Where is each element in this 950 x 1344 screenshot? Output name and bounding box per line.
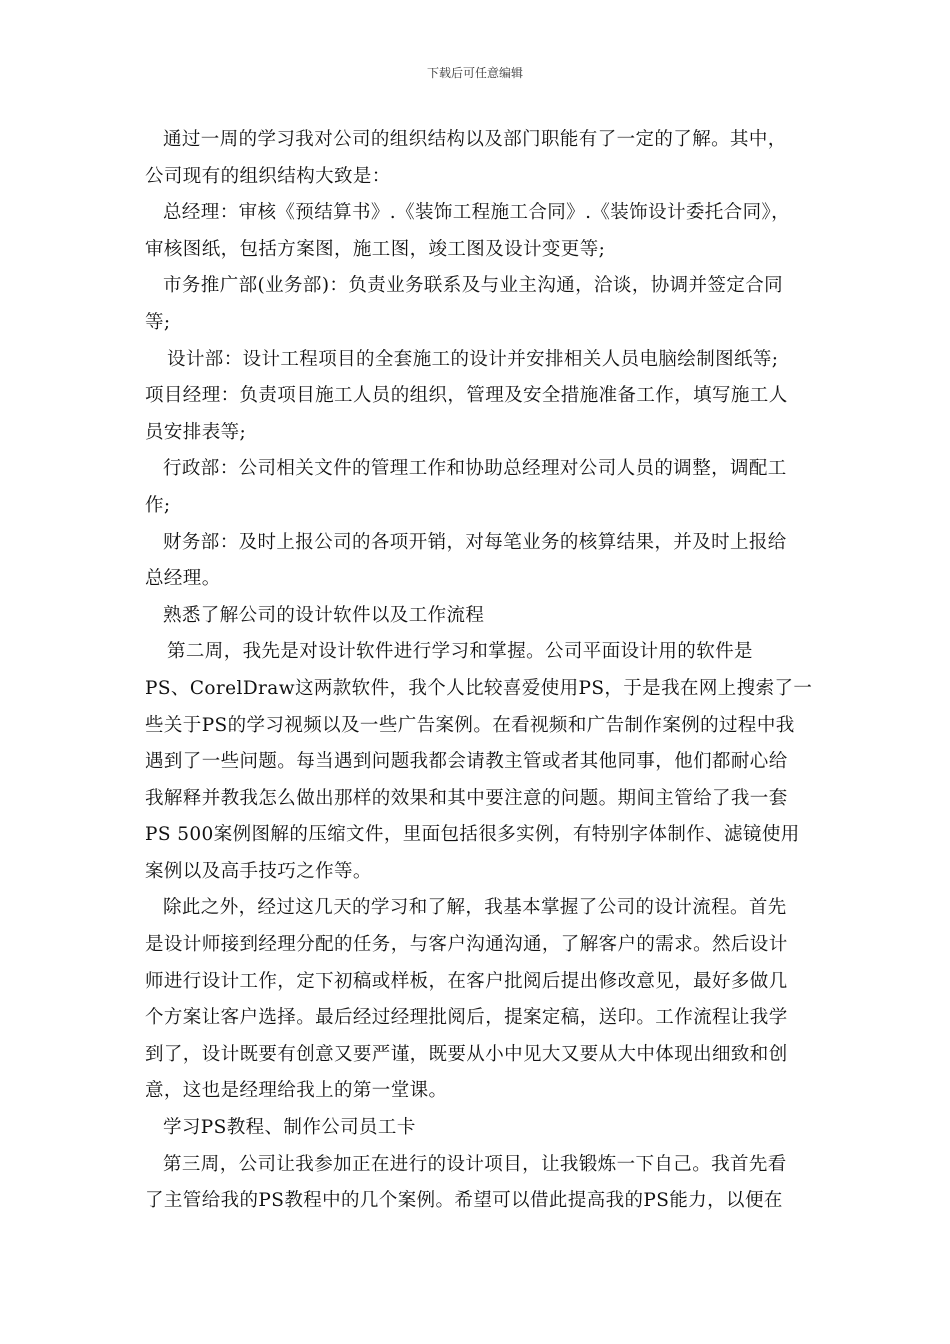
page-header-note: 下载后可任意编辑 — [426, 66, 523, 80]
paragraph-line: 我解释并教我怎么做出那样的效果和其中要注意的问题。期间主管给了我一套 — [145, 787, 788, 809]
paragraph-line: 第三周，公司让我参加正在进行的设计项目，让我锻炼一下自己。我首先看 — [163, 1153, 787, 1175]
paragraph-line: 了主管给我的PS教程中的几个案例。希望可以借此提高我的PS能力，以便在 — [145, 1190, 783, 1212]
paragraph-line: 师进行设计工作，定下初稿或样板，在客户批阅后提出修改意见，最好多做几 — [145, 970, 788, 992]
paragraph-line: 项目经理：负责项目施工人员的组织，管理及安全措施准备工作，填写施工人 — [145, 385, 788, 407]
paragraph-line: 作; — [145, 494, 171, 516]
paragraph-line: 遇到了一些问题。每当遇到问题我都会请教主管或者其他同事，他们都耐心给 — [145, 751, 788, 773]
document-body — [145, 122, 813, 1220]
paragraph-line: 行政部：公司相关文件的管理工作和协助总经理对公司人员的调整，调配工 — [163, 458, 787, 480]
paragraph-line: 些关于PS的学习视频以及一些广告案例。在看视频和广告制作案例的过程中我 — [145, 714, 795, 736]
paragraph-line: 通过一周的学习我对公司的组织结构以及部门职能有了一定的了解。其中， — [163, 129, 787, 150]
paragraph-line: 第二周，我先是对设计软件进行学习和掌握。公司平面设计用的软件是 — [167, 641, 753, 663]
section-heading: 学习PS教程、制作公司员工卡 — [163, 1117, 416, 1139]
paragraph-line: 案例以及高手技巧之作等。 — [145, 860, 372, 882]
paragraph-line: 员安排表等; — [145, 421, 247, 443]
paragraph-line: 市务推广部(业务部)：负责业务联系及与业主沟通，洽谈，协调并签定合同 — [163, 275, 784, 297]
paragraph-line: 总经理。 — [145, 568, 221, 590]
paragraph-line: 个方案让客户选择。最后经过经理批阅后，提案定稿，送印。工作流程让我学 — [145, 1007, 788, 1029]
paragraph-line: 公司现有的组织结构大致是： — [145, 165, 391, 187]
paragraph-line: 设计部：设计工程项目的全套施工的设计并安排相关人员电脑绘制图纸等; — [167, 348, 779, 370]
paragraph-line: 到了，设计既要有创意又要严谨，既要从小中见大又要从大中体现出细致和创 — [145, 1043, 788, 1065]
paragraph-line: PS、CorelDraw这两款软件，我个人比较喜爱使用PS，于是我在网上搜索了一 — [145, 677, 813, 699]
paragraph-line: PS 500案例图解的压缩文件，里面包括很多实例，有特别字体制作、滤镜使用 — [145, 824, 800, 846]
section-heading: 熟悉了解公司的设计软件以及工作流程 — [163, 604, 485, 626]
paragraph-line: 总经理：审核《预结算书》.《装饰工程施工合同》.《装饰设计委托合同》， — [163, 202, 791, 224]
paragraph-line: 审核图纸，包括方案图，施工图，竣工图及设计变更等; — [145, 238, 606, 260]
paragraph-line: 除此之外，经过这几天的学习和了解，我基本掌握了公司的设计流程。首先 — [163, 897, 787, 919]
paragraph-line: 意，这也是经理给我上的第一堂课。 — [145, 1080, 448, 1102]
paragraph-line: 等; — [145, 311, 171, 333]
paragraph-line: 是设计师接到经理分配的任务，与客户沟通沟通，了解客户的需求。然后设计 — [145, 934, 788, 956]
paragraph-line: 财务部：及时上报公司的各项开销，对每笔业务的核算结果，并及时上报给 — [163, 531, 787, 553]
